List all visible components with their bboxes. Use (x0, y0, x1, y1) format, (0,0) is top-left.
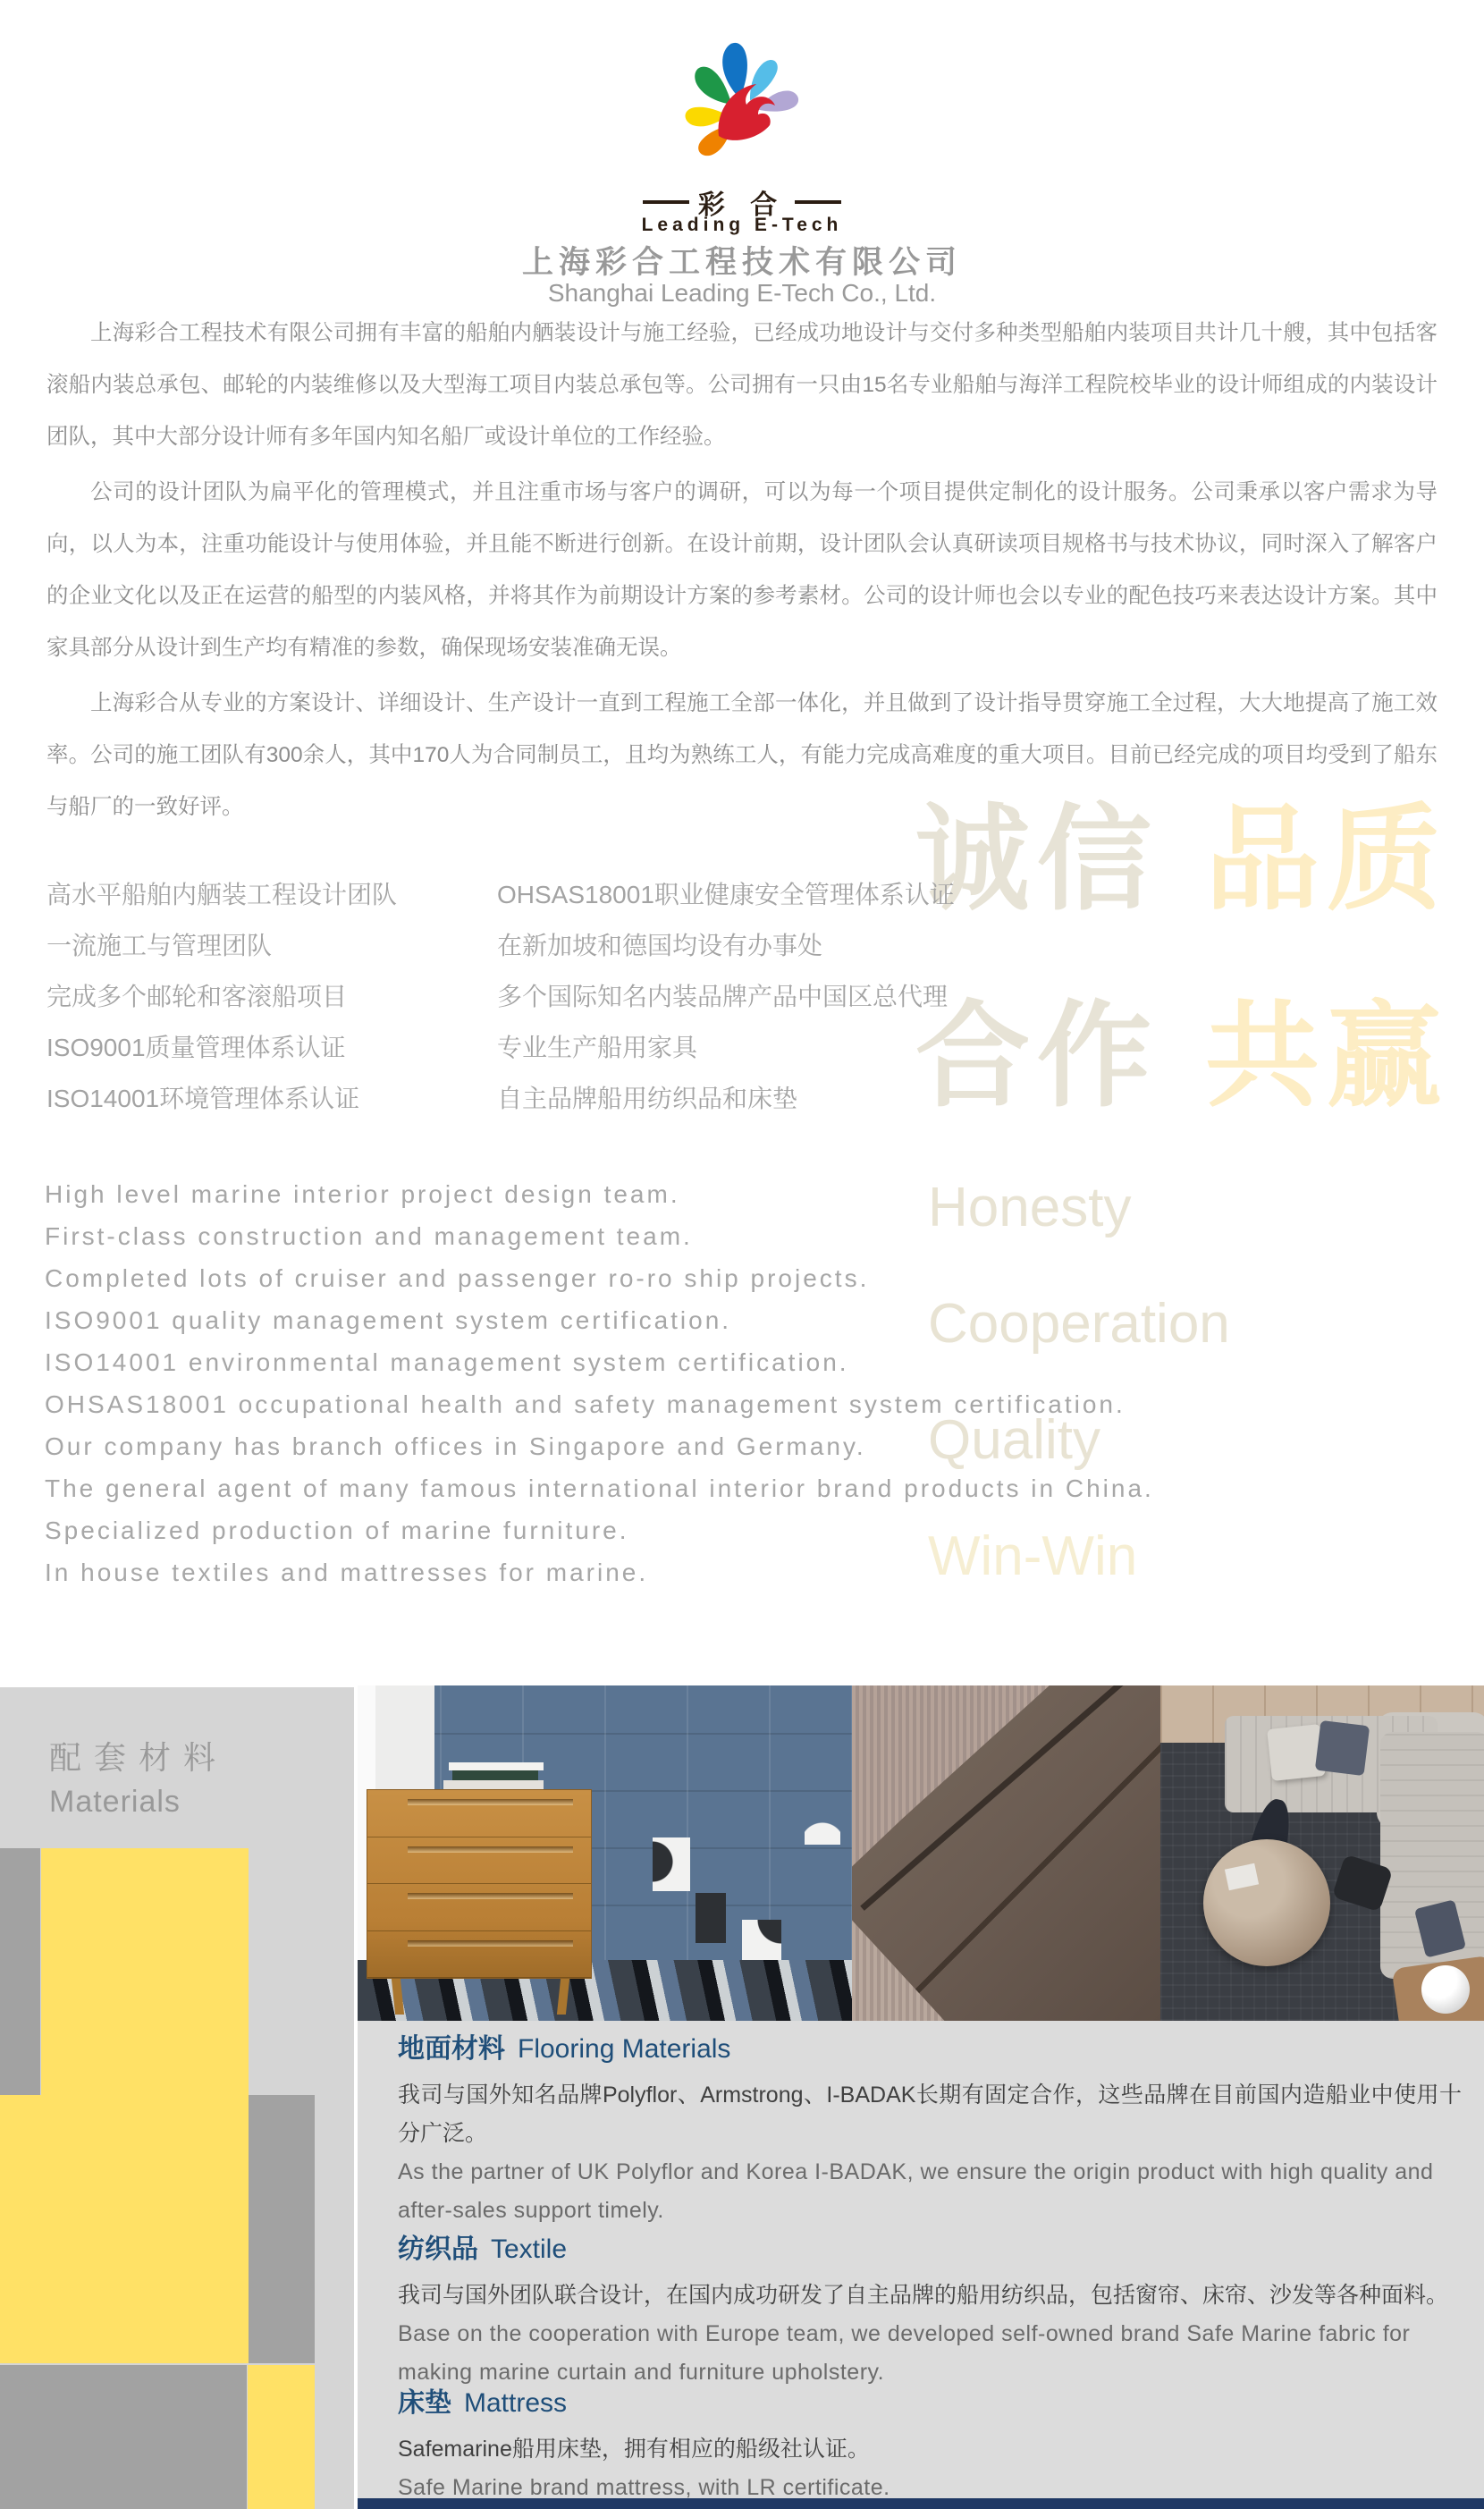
photo3-sphere-lamp (1421, 1965, 1470, 2014)
highlight-item: ISO9001质量管理体系认证 (46, 1034, 346, 1061)
highlight-item: 在新加坡和德国均设有办事处 (497, 932, 823, 959)
section-flooring-materials (398, 2026, 1462, 2230)
highlight-item: 完成多个邮轮和客滚船项目 (46, 983, 348, 1010)
section-mattress (398, 2380, 1462, 2507)
highlight-item: 多个国际知名内装品牌产品中国区总代理 (497, 983, 949, 1010)
section-heading (398, 2226, 1462, 2266)
highlight-item: 自主品牌船用纺织品和床垫 (497, 1085, 798, 1112)
highlight-item-en: Our company has branch offices in Singapore and Germany. (45, 1432, 866, 1460)
decor-yellow-column (248, 2365, 315, 2509)
highlight-item: 一流施工与管理团队 (46, 932, 273, 959)
section-body-cn: 我司与国外知名品牌Polyflor、Armstrong、I-BADAK长期有固定合作，这些品牌在目前国内造船业中使用十分广泛。 (398, 2082, 1462, 2146)
tile-motif (653, 1837, 690, 1891)
section-heading-en: Textile (491, 2234, 568, 2264)
tile-motif (805, 1793, 840, 1845)
tile-motif (696, 1893, 726, 1943)
section-body-cn: 我司与国外团队联合设计，在国内成功研发了自主品牌的船用纺织品，包括窗帘、床帘、沙发等各种面料。 (398, 2283, 1449, 2308)
decor-yellow-block (41, 1848, 249, 2096)
decor-gray-block (0, 2365, 247, 2509)
brand-dash-left (643, 200, 689, 204)
brand-name-cn: 彩 合 (697, 190, 787, 220)
section-heading (398, 2380, 1462, 2420)
section-body-en: As the partner of UK Polyflor and Korea I-BADAK, we ensure the origin product with high quality and after-sales support timely. (398, 2159, 1434, 2223)
photo1-books (443, 1762, 547, 1789)
value-cooperation-en: Cooperation (928, 1293, 1230, 1355)
photo3-round-marble-table (1203, 1839, 1330, 1966)
photo-dark-wood-flooring-detail (852, 1685, 1160, 2021)
photo-gray-sectional-sofa-top-view (1160, 1685, 1484, 2021)
highlight-item-en: Completed lots of cruiser and passenger ro-ro ship projects. (45, 1264, 870, 1292)
section-body-en: Base on the cooperation with Europe team, we developed self-owned brand Safe Marine fabric for making marine curtain and furniture upholstery. (398, 2321, 1411, 2385)
highlight-item-en: OHSAS18001 occupational health and safety management system certification. (45, 1390, 1126, 1418)
highlight-item: 高水平船舶内舾装工程设计团队 (46, 881, 398, 908)
company-introduction (46, 308, 1438, 837)
highlight-item: 专业生产船用家具 (497, 1034, 698, 1061)
section-heading-en: Mattress (464, 2388, 568, 2418)
highlight-item-en: ISO14001 environmental management system certification. (45, 1348, 849, 1376)
intro-paragraph: 公司的设计团队为扁平化的管理模式，并且注重市场与客户的调研，可以为每一个项目提供定制化的设计服务。公司秉承以客户需求为导向，以人为本，注重功能设计与使用体验，并且能不断进行创新。在设计前期，设计团队会认真研读项目规格书与技术协议，同时深入了解客户的企业文化以及正在运营的船型的内装风格，并将其作为前期设计方案的参考素材。公司的设计师也会以专业的配色技巧来表达设计方案。其中家具部分从设计到生产均有精准的参数，确保现场安装准确无误。 (46, 480, 1438, 660)
section-heading-en: Flooring Materials (518, 2034, 731, 2064)
intro-paragraph: 上海彩合从专业的方案设计、详细设计、生产设计一直到工程施工全部一体化，并且做到了设计指导贯穿施工全过程，大大地提高了施工效率。公司的施工团队有300余人，其中170人为合同制员工，且均为熟练工人，有能力完成高难度的重大项目。目前已经完成的项目均受到了船东与船厂的一致好评。 (46, 691, 1438, 819)
highlight-item: OHSAS18001职业健康安全管理体系认证 (497, 881, 955, 908)
section-heading-cn: 地面材料 (398, 2034, 505, 2064)
section-textile (398, 2226, 1462, 2392)
highlight-item-en: In house textiles and mattresses for marine. (45, 1559, 649, 1586)
highlight-item-en: First-class construction and management team. (45, 1222, 693, 1250)
value-quality-cn: 品质 (1205, 796, 1449, 924)
highlight-item-en: Specialized production of marine furniture. (45, 1516, 629, 1544)
section-body-cn: Safemarine船用床垫，拥有相应的船级社认证。 (398, 2437, 870, 2462)
company-name-en: Shanghai Leading E-Tech Co., Ltd. (547, 279, 937, 307)
intro-paragraph: 上海彩合工程技术有限公司拥有丰富的船舶内舾装设计与施工经验，已经成功地设计与交付多种类型船舶内装项目共计几十艘，其中包括客滚船内装总承包、邮轮的内装维修以及大型海工项目内装总承包等。公司拥有一只由15名专业船舶与海洋工程院校毕业的设计师组成的内装设计团队，其中大部分设计师有多年国内知名船厂或设计单位的工作经验。 (46, 321, 1438, 449)
materials-sidebar-title-cn: 配套材料 (49, 1739, 229, 1776)
highlights-en-list (45, 1173, 1457, 1593)
photo1-wooden-cabinet (367, 1789, 592, 1979)
highlight-item-en: High level marine interior project design team. (45, 1180, 680, 1208)
materials-sidebar-title-en: Materials (49, 1785, 181, 1819)
highlight-item-en: ISO9001 quality management system certification. (45, 1306, 732, 1334)
value-winwin-en: Win-Win (928, 1525, 1138, 1587)
leading-etech-logo-icon (663, 32, 821, 182)
section-body-en: Safe Marine brand mattress, with LR certificate. (398, 2475, 890, 2500)
decor-gray-bar (249, 2095, 315, 2363)
value-honesty-en: Honesty (928, 1177, 1132, 1238)
value-quality-en: Quality (928, 1409, 1100, 1471)
photo-wooden-cabinet-blue-tile-interior (358, 1685, 852, 2021)
highlights-cn-column2 (497, 869, 998, 1124)
value-winwin-cn: 共赢 (1205, 993, 1449, 1120)
section-heading (398, 2026, 1462, 2065)
decor-gray-strip (0, 1848, 40, 2095)
company-name-cn: 上海彩合工程技术有限公司 (521, 245, 962, 280)
photo3-pillow (1315, 1720, 1370, 1776)
brand-name-en: Leading E-Tech (641, 215, 843, 235)
value-honesty-cn: 诚信 (915, 796, 1159, 924)
highlight-item: ISO14001环境管理体系认证 (46, 1085, 360, 1112)
brand-dash-right (795, 200, 841, 204)
value-cooperation-cn: 合作 (915, 993, 1159, 1120)
section-heading-cn: 床垫 (398, 2388, 451, 2418)
decor-yellow-block (0, 2095, 249, 2363)
highlight-item-en: The general agent of many famous international interior brand products in China. (45, 1474, 1154, 1502)
highlights-cn-column1 (46, 869, 485, 1124)
section-heading-cn: 纺织品 (398, 2234, 478, 2264)
